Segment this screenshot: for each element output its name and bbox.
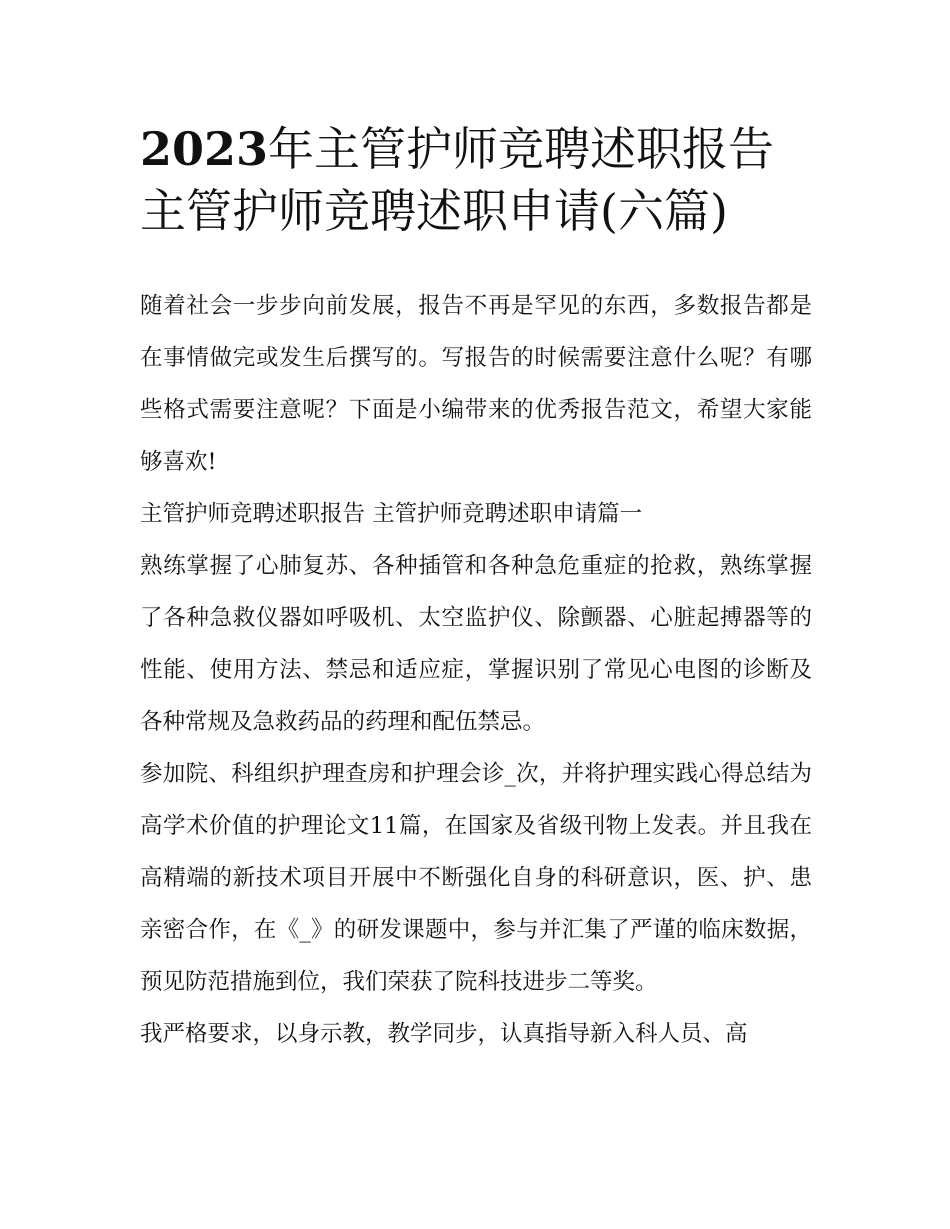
title-line-2: 主管护师竞聘述职申请(六篇)	[140, 184, 728, 238]
title-year: 2023	[140, 122, 269, 176]
body-paragraph: 参加院、科组织护理查房和护理会诊_次，并将护理实践心得总结为高学术价值的护理论文11篇，在国家及省级刊物上发表。并且我在高精端的新技术项目开展中不断强化自身的科研意识，医、护、患亲密合作，在《_》的研发课题中，参与并汇集了严谨的临床数据，预见防范措施到位，我们荣获了院科技进步二等奖。	[140, 761, 812, 995]
body-paragraph: 熟练掌握了心肺复苏、各种插管和各种急危重症的抢救，熟练掌握了各种急救仪器如呼吸机、太空监护仪、除颤器、心脏起搏器等的性能、使用方法、禁忌和适应症，掌握识别了常见心电图的诊断及各种常规及急救药品的药理和配伍禁忌。	[140, 553, 812, 735]
intro-paragraph: 随着社会一步步向前发展，报告不再是罕见的东西，多数报告都是在事情做完或发生后撰写的。写报告的时候需要注意什么呢？有哪些格式需要注意呢？下面是小编带来的优秀报告范文，希望大家能够喜欢!	[140, 293, 812, 475]
title-line-1-text: 年主管护师竞聘述职报告	[268, 122, 775, 176]
section-heading: 主管护师竞聘述职报告 主管护师竞聘述职申请篇一	[140, 501, 643, 527]
body-paragraph: 我严格要求，以身示教，教学同步，认真指导新入科人员、高	[140, 1021, 748, 1047]
title-line-1	[140, 118, 820, 180]
document-title	[140, 118, 820, 242]
document-body	[140, 280, 812, 1060]
